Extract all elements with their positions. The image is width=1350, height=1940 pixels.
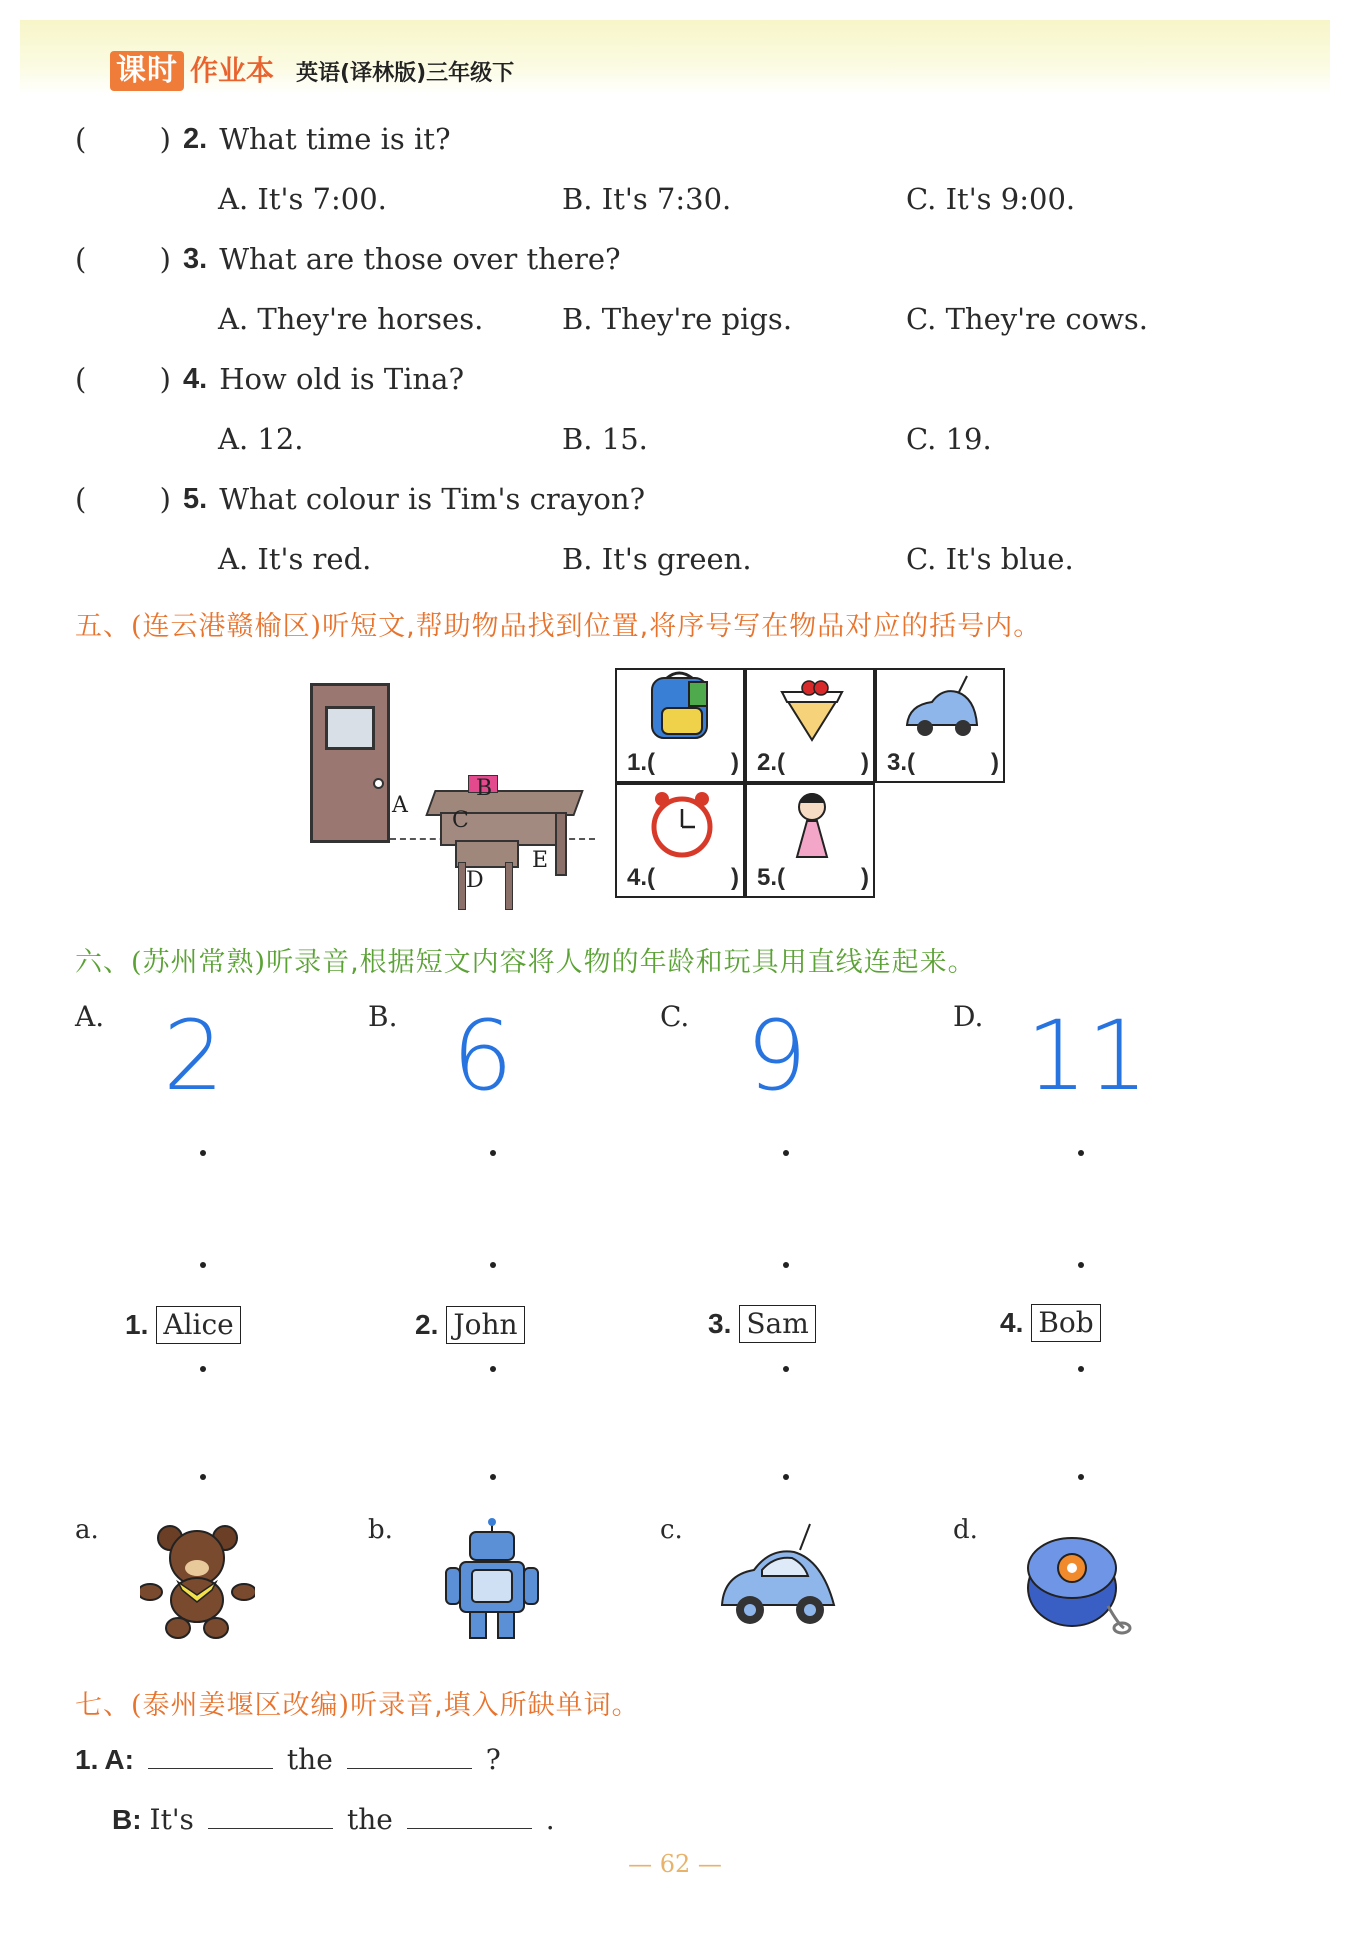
person-1 [125,1306,241,1344]
question-5 [75,482,645,516]
brand-logo [110,51,274,91]
person-name: Alice [156,1306,240,1344]
toy-letter-a: a. [75,1515,99,1545]
option-a: A. 12. [218,422,304,456]
question-3 [75,242,621,276]
toy-car-icon [877,670,1007,750]
answer-bracket[interactable]: ( ) [75,362,171,396]
toy-letter-d: d. [953,1515,978,1545]
dialogue-line-1 [75,1740,501,1776]
answer-bracket[interactable]: ( ) [75,482,171,516]
section-instruction: 听录音,根据短文内容将人物的年龄和玩具用直线连起来。 [266,947,976,978]
given-word: the [346,1803,393,1836]
connect-dot[interactable] [490,1262,496,1268]
given-word: the [286,1743,333,1776]
age-number: 9 [746,1000,808,1112]
person-name: Sam [739,1305,815,1343]
connect-dot[interactable] [490,1366,496,1372]
fill-blank[interactable] [347,1740,472,1769]
position-label-a: A [392,793,408,818]
age-letter-b: B. [368,1000,398,1033]
fill-blank[interactable] [148,1740,273,1769]
question-number: 3. [183,242,208,275]
section-label: 七、 [75,1690,131,1721]
question-text: What colour is Tim's crayon? [219,482,646,516]
answer-bracket[interactable]: ( ) [75,242,171,276]
question-number: 2. [183,122,208,155]
section-instruction: 听短文,帮助物品找到位置,将序号写在物品对应的括号内。 [322,611,1042,642]
question-text: What time is it? [219,122,451,156]
book-subtitle: 英语(译林版)三年级下 [296,60,515,86]
connect-dot[interactable] [783,1474,789,1480]
brand-logo-b: 作业本 [190,54,275,87]
age-number: 2 [163,1000,225,1112]
person-3 [708,1305,816,1343]
section-7-heading [75,1683,640,1722]
person-number: 1. [125,1309,149,1340]
connect-dot[interactable] [783,1150,789,1156]
connect-dot[interactable] [1078,1150,1084,1156]
door-knob [373,778,384,789]
item-cell-4 [615,783,745,898]
person-name: Bob [1031,1304,1100,1342]
end-mark: ? [485,1743,501,1776]
item-cell-5 [745,783,875,898]
option-b: B. It's green. [562,542,752,576]
speaker-b: B: [112,1804,142,1835]
question-number: 5. [183,482,208,515]
option-c: C. It's 9:00. [906,182,1076,216]
door-window [325,706,375,750]
yo-yo-icon [1022,1528,1132,1638]
answer-blank[interactable]: 3.( ) [887,749,999,776]
age-number: 6 [452,1000,514,1112]
answer-bracket[interactable]: ( ) [75,122,171,156]
connect-dot[interactable] [783,1366,789,1372]
schoolbag-icon [617,670,747,750]
section-source: (连云港赣榆区) [131,611,323,642]
brand-logo-a: 课时 [110,51,184,91]
question-text: How old is Tina? [219,362,465,396]
alarm-clock-icon [617,785,747,865]
section-5-heading [75,604,1041,643]
doll-icon [747,785,877,865]
connect-dot[interactable] [783,1262,789,1268]
option-b: B. 15. [562,422,648,456]
toy-car-icon [712,1520,842,1640]
dialogue-line-2 [112,1800,555,1836]
option-a: A. It's 7:00. [218,182,387,216]
position-label-c: C [452,808,469,833]
connect-dot[interactable] [1078,1366,1084,1372]
position-label-e: E [532,848,549,873]
section-label: 六、 [75,947,131,978]
connect-dot[interactable] [200,1150,206,1156]
chair-leg [505,862,513,910]
option-a: A. They're horses. [218,302,484,336]
toy-letter-c: c. [660,1515,683,1545]
chair-leg [458,862,466,910]
section-6-heading [75,940,976,979]
person-4 [1000,1304,1101,1342]
option-c: C. 19. [906,422,992,456]
position-label-b: B [476,776,493,801]
item-cell-2 [745,668,875,783]
option-b: B. They're pigs. [562,302,793,336]
fill-blank[interactable] [407,1800,532,1829]
answer-blank[interactable]: 2.( ) [757,749,869,776]
section-source: (泰州姜堰区改编) [131,1690,351,1721]
person-number: 3. [708,1308,732,1339]
item-cell-3 [875,668,1005,783]
question-number: 4. [183,362,208,395]
connect-dot[interactable] [490,1474,496,1480]
option-b: B. It's 7:30. [562,182,732,216]
section-instruction: 听录音,填入所缺单词。 [350,1690,640,1721]
option-c: C. They're cows. [906,302,1148,336]
connect-dot[interactable] [200,1474,206,1480]
answer-blank[interactable]: 4.( ) [627,864,739,891]
fill-blank[interactable] [208,1800,333,1829]
robot-icon [442,1518,542,1643]
door-illustration [310,683,390,843]
position-label-d: D [466,868,484,893]
section-source: (苏州常熟) [131,947,267,978]
item-cell-1 [615,668,745,783]
option-a: A. It's red. [218,542,372,576]
connect-dot[interactable] [1078,1262,1084,1268]
connect-dot[interactable] [490,1150,496,1156]
sentence-start: It's [149,1803,194,1836]
age-letter-a: A. [75,1000,105,1033]
end-mark: . [545,1803,555,1836]
cake-icon [747,670,877,750]
person-name: John [446,1306,524,1344]
option-c: C. It's blue. [906,542,1074,576]
person-number: 2. [415,1309,439,1340]
section-label: 五、 [75,611,131,642]
desk-leg [555,812,567,876]
connect-dot[interactable] [1078,1474,1084,1480]
question-4 [75,362,464,396]
connect-dot[interactable] [200,1262,206,1268]
answer-blank[interactable]: 5.( ) [757,864,869,891]
age-letter-d: D. [953,1000,984,1033]
question-2 [75,122,451,156]
toy-letter-b: b. [368,1515,393,1545]
answer-blank[interactable]: 1.( ) [627,749,739,776]
page-number: — 62 — [628,1850,722,1878]
age-letter-c: C. [660,1000,690,1033]
connect-dot[interactable] [200,1366,206,1372]
teddy-bear-icon [140,1520,255,1640]
question-text: What are those over there? [219,242,621,276]
header [110,50,514,92]
person-2 [415,1306,525,1344]
person-number: 4. [1000,1307,1024,1338]
line-number: 1. [75,1744,99,1775]
speaker-a: A: [104,1744,134,1775]
age-number: 11 [1026,1000,1149,1112]
